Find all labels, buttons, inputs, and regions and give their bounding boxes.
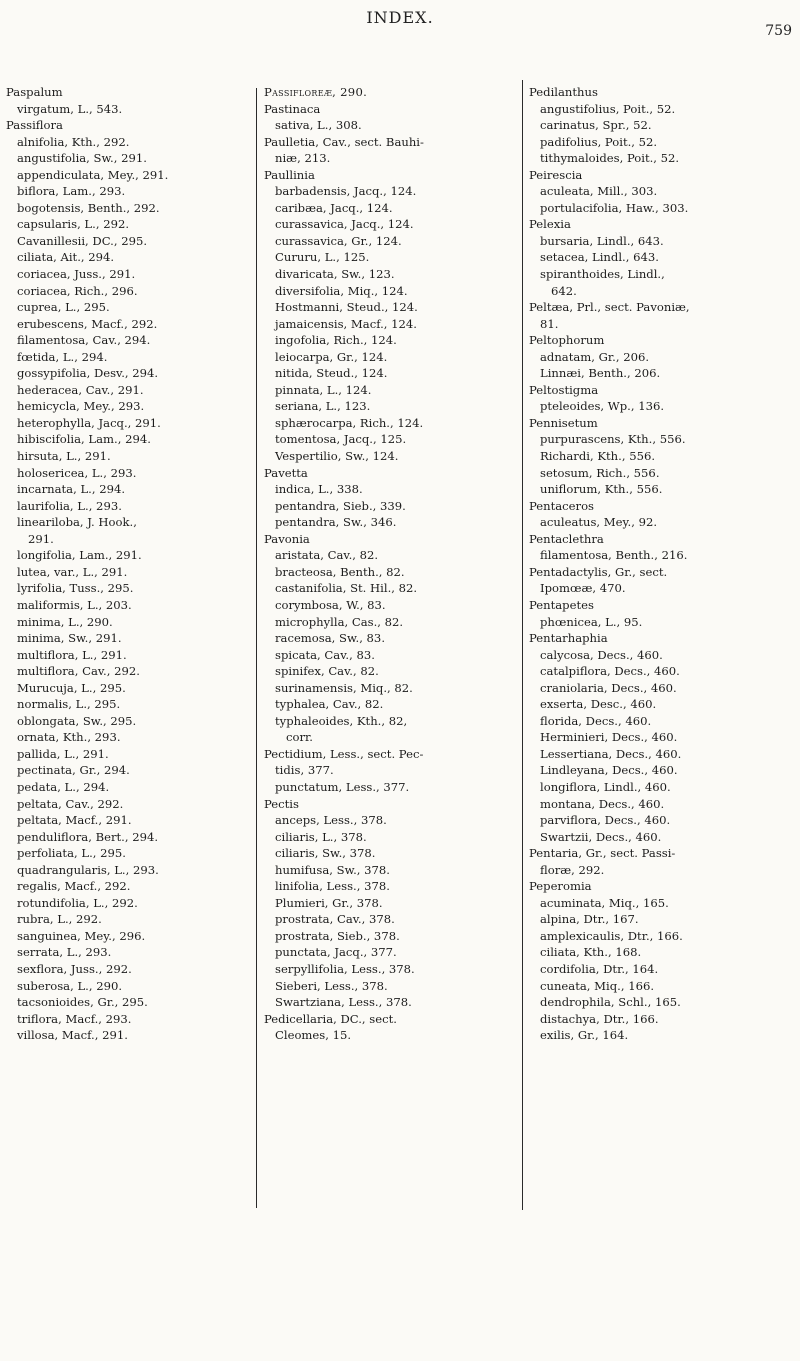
index-entry: lyrifolia, Tuss., 295. [17, 581, 134, 596]
index-entry: amplexicaulis, Dtr., 166. [540, 928, 683, 943]
index-entry: exilis, Gr., 164. [540, 1028, 629, 1043]
index-entry: curassavica, Jacq., 124. [275, 217, 414, 232]
index-entry: hederacea, Cav., 291. [17, 382, 144, 397]
index-entry: prostrata, Sieb., 378. [275, 928, 400, 943]
index-heading: Pectidium, Less., sect. Pec- [264, 746, 424, 761]
index-entry: longiflora, Lindl., 460. [540, 779, 671, 794]
index-entry: Ipomœæ, 470. [540, 581, 626, 596]
index-entry: calycosa, Decs., 460. [540, 647, 663, 662]
index-entry: ciliata, Kth., 168. [540, 945, 642, 960]
index-heading: Pavetta [264, 465, 308, 480]
index-entry: setosum, Rich., 556. [540, 465, 660, 480]
index-entry: sanguinea, Mey., 296. [17, 928, 146, 943]
index-entry: rotundifolia, L., 292. [17, 895, 138, 910]
index-entry: Lessertiana, Decs., 460. [540, 746, 682, 761]
index-entry: carinatus, Spr., 52. [540, 118, 652, 133]
index-heading: Pentaceros [529, 498, 595, 513]
index-entry: virgatum, L., 543. [17, 101, 123, 116]
index-heading: Pentapetes [529, 597, 594, 612]
index-heading: Paullinia [264, 167, 315, 182]
index-entry: distachya, Dtr., 166. [540, 1011, 659, 1026]
index-entry: dendrophila, Schl., 165. [540, 995, 681, 1010]
index-entry: regalis, Macf., 292. [17, 879, 131, 894]
index-entry: tidis, 377. [275, 763, 334, 778]
index-entry: angustifolius, Poit., 52. [540, 101, 676, 116]
index-continuation: 642. [551, 283, 577, 298]
index-entry: serrata, L., 293. [17, 945, 112, 960]
index-heading: Pastinaca [264, 101, 321, 116]
index-entry: ingofolia, Rich., 124. [275, 333, 397, 348]
index-entry: coriacea, Rich., 296. [17, 283, 138, 298]
index-entry: alpina, Dtr., 167. [540, 912, 639, 927]
index-entry: typhaleoides, Kth., 82, [275, 713, 408, 728]
index-heading: Pelexia [529, 217, 571, 232]
index-heading: Pennisetum [529, 415, 598, 430]
column-divider [256, 88, 257, 1208]
index-entry: hibiscifolia, Lam., 294. [17, 432, 151, 447]
index-entry: montana, Decs., 460. [540, 796, 665, 811]
index-entry: pallida, L., 291. [17, 746, 109, 761]
index-entry: minima, L., 290. [17, 614, 113, 629]
index-entry: setacea, Lindl., 643. [540, 250, 659, 265]
index-entry: exserta, Desc., 460. [540, 697, 657, 712]
index-entry: jamaicensis, Macf., 124. [275, 316, 417, 331]
index-column-2 [264, 84, 496, 1044]
index-entry: sexflora, Juss., 292. [17, 961, 132, 976]
index-entry: Hostmanni, Steud., 124. [275, 300, 418, 315]
index-entry: catalpiflora, Decs., 460. [540, 664, 680, 679]
index-entry: spinifex, Cav., 82. [275, 664, 379, 679]
index-entry: spiranthoides, Lindl., [540, 267, 665, 282]
index-entry: lineariloba, J. Hook., [17, 515, 137, 530]
index-entry: lutea, var., L., 291. [17, 564, 128, 579]
index-entry: curassavica, Gr., 124. [275, 233, 402, 248]
index-entry: divaricata, Sw., 123. [275, 267, 395, 282]
index-entry: Richardi, Kth., 556. [540, 449, 656, 464]
index-entry: aculeata, Mill., 303. [540, 184, 658, 199]
index-entry: minima, Sw., 291. [17, 631, 122, 646]
index-entry: portulacifolia, Haw., 303. [540, 200, 689, 215]
index-entry: ciliata, Ait., 294. [17, 250, 115, 265]
index-entry: filamentosa, Benth., 216. [540, 548, 688, 563]
index-entry: Murucuja, L., 295. [17, 680, 126, 695]
index-heading: Peltophorum [529, 333, 605, 348]
index-entry: Cleomes, 15. [275, 1028, 352, 1043]
index-entry: serpyllifolia, Less., 378. [275, 961, 415, 976]
index-entry: incarnata, L., 294. [17, 482, 126, 497]
index-entry: tacsonioides, Gr., 295. [17, 995, 148, 1010]
index-entry: Swartzii, Decs., 460. [540, 829, 662, 844]
index-entry: uniflorum, Kth., 556. [540, 482, 663, 497]
index-entry: Vespertilio, Sw., 124. [275, 449, 399, 464]
index-entry: villosa, Macf., 291. [17, 1028, 128, 1043]
index-heading: Peperomia [529, 879, 592, 894]
index-entry: appendiculata, Mey., 291. [17, 167, 169, 182]
index-entry: Herminieri, Decs., 460. [540, 730, 678, 745]
index-entry: pentandra, Sieb., 339. [275, 498, 406, 513]
index-entry: normalis, L., 295. [17, 697, 121, 712]
index-entry: multiflora, Cav., 292. [17, 664, 140, 679]
index-entry: microphylla, Cas., 82. [275, 614, 404, 629]
index-entry: filamentosa, Cav., 294. [17, 333, 151, 348]
index-heading: Pectis [264, 796, 299, 811]
index-entry: phœnicea, L., 95. [540, 614, 643, 629]
index-entry: pectinata, Gr., 294. [17, 763, 130, 778]
index-entry: surinamensis, Miq., 82. [275, 680, 413, 695]
index-entry: longifolia, Lam., 291. [17, 548, 142, 563]
index-entry: sphærocarpa, Rich., 124. [275, 415, 424, 430]
index-entry: Sieberi, Less., 378. [275, 978, 388, 993]
index-entry: ciliaris, Sw., 378. [275, 846, 376, 861]
index-entry: sativa, L., 308. [275, 118, 362, 133]
index-heading: Pentadactylis, Gr., sect. [529, 564, 668, 579]
running-title: INDEX. [366, 8, 434, 27]
index-entry: bursaria, Lindl., 643. [540, 233, 664, 248]
index-entry: bogotensis, Benth., 292. [17, 200, 160, 215]
index-heading: Passiflora [6, 118, 63, 133]
index-entry: holosericea, L., 293. [17, 465, 137, 480]
index-heading: Pentarhaphia [529, 631, 608, 646]
index-entry: spicata, Cav., 83. [275, 647, 375, 662]
index-entry: Lindleyana, Decs., 460. [540, 763, 678, 778]
index-entry: pedata, L., 294. [17, 779, 110, 794]
index-heading: Passifloreæ, 290. [264, 85, 368, 99]
index-heading: Paspalum [6, 85, 63, 99]
index-heading: Paulletia, Cav., sect. Bauhi- [264, 134, 424, 149]
index-entry: pinnata, L., 124. [275, 382, 372, 397]
index-entry: craniolaria, Decs., 460. [540, 680, 677, 695]
index-heading: Pentaclethra [529, 531, 604, 546]
index-entry: indica, L., 338. [275, 482, 363, 497]
index-entry: anceps, Less., 378. [275, 813, 387, 828]
index-entry: punctata, Jacq., 377. [275, 945, 397, 960]
index-entry: triflora, Macf., 293. [17, 1011, 132, 1026]
index-entry: Cururu, L., 125. [275, 250, 370, 265]
index-entry: pentandra, Sw., 346. [275, 515, 397, 530]
index-heading: Peltæa, Prl., sect. Pavoniæ, [529, 300, 690, 315]
index-entry: caribæa, Jacq., 124. [275, 200, 393, 215]
index-entry: Plumieri, Gr., 378. [275, 895, 383, 910]
index-entry: punctatum, Less., 377. [275, 779, 410, 794]
index-heading: Pedilanthus [529, 85, 598, 99]
index-entry: typhalea, Cav., 82. [275, 697, 384, 712]
index-entry: oblongata, Sw., 295. [17, 713, 137, 728]
index-entry: castanifolia, St. Hil., 82. [275, 581, 418, 596]
index-column-3 [529, 84, 769, 1044]
index-entry: rubra, L., 292. [17, 912, 102, 927]
index-entry: Swartziana, Less., 378. [275, 995, 412, 1010]
index-entry: peltata, Macf., 291. [17, 813, 132, 828]
index-entry: parviflora, Decs., 460. [540, 813, 671, 828]
index-entry: maliformis, L., 203. [17, 597, 132, 612]
index-entry: leiocarpa, Gr., 124. [275, 349, 388, 364]
index-entry: barbadensis, Jacq., 124. [275, 184, 417, 199]
index-entry: Linnæi, Benth., 206. [540, 366, 661, 381]
index-entry: cuprea, L., 295. [17, 300, 110, 315]
index-entry: quadrangularis, L., 293. [17, 862, 159, 877]
page-number: 759 [765, 23, 792, 39]
index-entry: alnifolia, Kth., 292. [17, 134, 130, 149]
index-entry: laurifolia, L., 293. [17, 498, 122, 513]
index-entry: fœtida, L., 294. [17, 349, 108, 364]
index-entry: prostrata, Cav., 378. [275, 912, 395, 927]
index-entry: seriana, L., 123. [275, 399, 371, 414]
index-entry: 81. [540, 316, 559, 331]
index-entry: aculeatus, Mey., 92. [540, 515, 658, 530]
index-entry: multiflora, L., 291. [17, 647, 127, 662]
index-entry: florida, Decs., 460. [540, 713, 652, 728]
index-entry: heterophylla, Jacq., 291. [17, 415, 161, 430]
index-entry: biflora, Lam., 293. [17, 184, 126, 199]
index-entry: Cavanillesii, DC., 295. [17, 233, 148, 248]
index-entry: purpurascens, Kth., 556. [540, 432, 686, 447]
index-entry: gossypifolia, Desv., 294. [17, 366, 159, 381]
index-column-1 [6, 84, 238, 1044]
index-entry: humifusa, Sw., 378. [275, 862, 390, 877]
index-continuation: 291. [28, 531, 54, 546]
index-entry: ornata, Kth., 293. [17, 730, 121, 745]
index-entry: acuminata, Miq., 165. [540, 895, 669, 910]
index-entry: tomentosa, Jacq., 125. [275, 432, 407, 447]
running-head [0, 0, 800, 39]
index-entry: linifolia, Less., 378. [275, 879, 390, 894]
index-heading: Peirescia [529, 167, 583, 182]
index-heading: Pentaria, Gr., sect. Passi- [529, 846, 676, 861]
index-entry: adnatam, Gr., 206. [540, 349, 650, 364]
index-entry: hemicycla, Mey., 293. [17, 399, 145, 414]
index-entry: corymbosa, W., 83. [275, 597, 386, 612]
index-entry: diversifolia, Miq., 124. [275, 283, 408, 298]
index-entry: nitida, Steud., 124. [275, 366, 388, 381]
index-entry: hirsuta, L., 291. [17, 449, 111, 464]
index-entry: angustifolia, Sw., 291. [17, 151, 147, 166]
index-entry: niæ, 213. [275, 151, 331, 166]
index-entry: bracteosa, Benth., 82. [275, 564, 405, 579]
index-heading: Pedicellaria, DC., sect. [264, 1011, 397, 1026]
index-entry: cuneata, Miq., 166. [540, 978, 655, 993]
index-continuation: corr. [286, 730, 313, 745]
index-entry: ciliaris, L., 378. [275, 829, 367, 844]
index-heading: Peltostigma [529, 382, 599, 397]
index-entry: peltata, Cav., 292. [17, 796, 124, 811]
index-entry: padifolius, Poit., 52. [540, 134, 658, 149]
index-entry: penduliflora, Bert., 294. [17, 829, 159, 844]
index-entry: racemosa, Sw., 83. [275, 631, 385, 646]
index-entry: floræ, 292. [540, 862, 605, 877]
index-entry: suberosa, L., 290. [17, 978, 123, 993]
index-entry: aristata, Cav., 82. [275, 548, 379, 563]
index-heading: Pavonia [264, 531, 310, 546]
index-entry: coriacea, Juss., 291. [17, 267, 136, 282]
column-divider [522, 80, 523, 1210]
index-entry: tithymaloides, Poit., 52. [540, 151, 680, 166]
index-entry: capsularis, L., 292. [17, 217, 130, 232]
index-entry: perfoliata, L., 295. [17, 846, 126, 861]
index-entry: cordifolia, Dtr., 164. [540, 961, 659, 976]
index-entry: pteleoides, Wp., 136. [540, 399, 665, 414]
index-entry: erubescens, Macf., 292. [17, 316, 158, 331]
